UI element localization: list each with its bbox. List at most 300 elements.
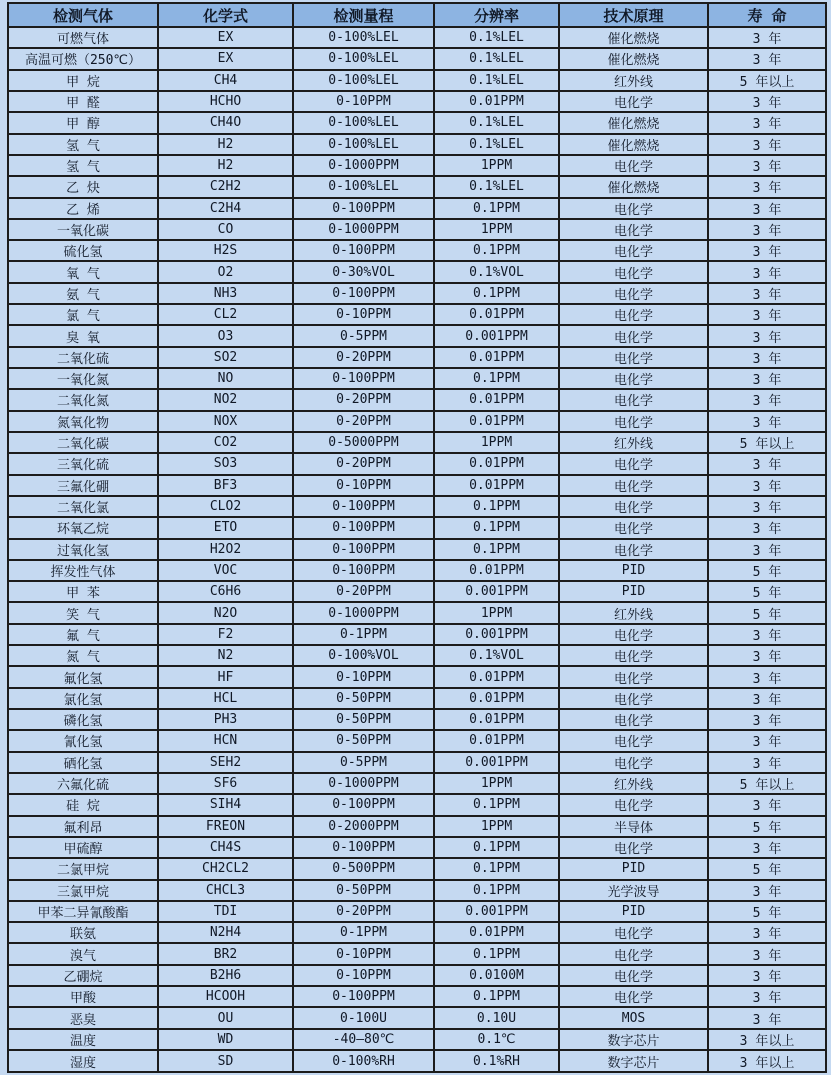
cell-principle: 电化学 [559,304,708,325]
cell-formula: OU [158,1007,293,1028]
cell-resolution: 0.01PPM [434,347,559,368]
cell-formula: CL2 [158,304,293,325]
cell-formula: ETO [158,517,293,538]
cell-formula: HCL [158,688,293,709]
cell-principle: 电化学 [559,688,708,709]
cell-principle: 电化学 [559,752,708,773]
cell-gas-name: 二氧化氮 [8,389,158,410]
cell-principle: 电化学 [559,922,708,943]
cell-range: 0-20PPM [293,411,434,432]
cell-range: 0-30%VOL [293,261,434,282]
cell-lifespan: 3 年 [708,688,826,709]
cell-gas-name: 甲 醛 [8,91,158,112]
cell-range: 0-20PPM [293,389,434,410]
cell-principle: 红外线 [559,432,708,453]
cell-principle: 电化学 [559,198,708,219]
table-row [8,389,826,410]
cell-range: 0-1PPM [293,922,434,943]
cell-gas-name: 湿度 [8,1050,158,1072]
cell-formula: C2H4 [158,198,293,219]
cell-lifespan: 3 年 [708,261,826,282]
cell-range: 0-100%LEL [293,70,434,91]
cell-lifespan: 3 年 [708,539,826,560]
table-row [8,48,826,69]
cell-formula: WD [158,1029,293,1050]
cell-gas-name: 笑 气 [8,602,158,623]
cell-resolution: 0.1%LEL [434,176,559,197]
cell-gas-name: 二氧化氯 [8,496,158,517]
cell-lifespan: 3 年 [708,176,826,197]
cell-resolution: 0.01PPM [434,411,559,432]
table-row [8,773,826,794]
cell-principle: 电化学 [559,986,708,1007]
cell-range: 0-50PPM [293,709,434,730]
cell-gas-name: 氨 气 [8,283,158,304]
cell-gas-name: 氮 气 [8,645,158,666]
cell-formula: F2 [158,624,293,645]
cell-range: 0-100PPM [293,986,434,1007]
cell-principle: 电化学 [559,666,708,687]
table-row [8,1029,826,1050]
table-row [8,517,826,538]
cell-formula: C2H2 [158,176,293,197]
cell-formula: SO3 [158,453,293,474]
cell-formula: O3 [158,325,293,346]
cell-formula: HCOOH [158,986,293,1007]
cell-gas-name: 六氟化硫 [8,773,158,794]
cell-lifespan: 3 年 [708,347,826,368]
cell-range: 0-500PPM [293,858,434,879]
cell-lifespan: 3 年 [708,730,826,751]
cell-gas-name: 环氧乙烷 [8,517,158,538]
cell-principle: 红外线 [559,70,708,91]
cell-formula: HF [158,666,293,687]
cell-principle: 数字芯片 [559,1029,708,1050]
cell-gas-name: 氯化氢 [8,688,158,709]
cell-lifespan: 3 年 [708,198,826,219]
cell-gas-name: 磷化氢 [8,709,158,730]
cell-resolution: 0.10U [434,1007,559,1028]
cell-gas-name: 联氨 [8,922,158,943]
cell-gas-name: 二氧化硫 [8,347,158,368]
table-row [8,475,826,496]
column-header-gas: 检测气体 [8,3,158,27]
cell-range: 0-5000PPM [293,432,434,453]
cell-gas-name: 一氧化碳 [8,219,158,240]
table-row [8,581,826,602]
cell-formula: CO [158,219,293,240]
cell-principle: 催化燃烧 [559,134,708,155]
cell-lifespan: 3 年 [708,645,826,666]
cell-principle: 电化学 [559,347,708,368]
cell-range: 0-100%VOL [293,645,434,666]
cell-principle: 电化学 [559,794,708,815]
cell-principle: 电化学 [559,155,708,176]
cell-formula: SIH4 [158,794,293,815]
table-row [8,411,826,432]
cell-resolution: 0.01PPM [434,922,559,943]
table-row [8,155,826,176]
cell-formula: CH4O [158,112,293,133]
cell-formula: BR2 [158,943,293,964]
cell-lifespan: 3 年 [708,475,826,496]
cell-formula: TDI [158,901,293,922]
cell-formula: HCN [158,730,293,751]
table-row [8,1050,826,1072]
cell-formula: FREON [158,816,293,837]
cell-gas-name: 甲 苯 [8,581,158,602]
table-row [8,240,826,261]
cell-resolution: 0.1PPM [434,240,559,261]
cell-principle: 电化学 [559,240,708,261]
cell-resolution: 0.01PPM [434,688,559,709]
cell-range: 0-100U [293,1007,434,1028]
cell-lifespan: 3 年 [708,880,826,901]
table-row [8,27,826,48]
table-row [8,112,826,133]
cell-lifespan: 3 年 [708,283,826,304]
gas-sensor-spec-table [7,2,827,1073]
cell-lifespan: 3 年 [708,240,826,261]
cell-range: 0-50PPM [293,880,434,901]
cell-resolution: 0.1%LEL [434,27,559,48]
cell-lifespan: 5 年 [708,602,826,623]
cell-formula: B2H6 [158,965,293,986]
cell-range: 0-100%LEL [293,27,434,48]
cell-lifespan: 5 年以上 [708,773,826,794]
table-row [8,837,826,858]
cell-formula: HCHO [158,91,293,112]
cell-principle: 红外线 [559,602,708,623]
cell-range: 0-20PPM [293,347,434,368]
cell-formula: CH2CL2 [158,858,293,879]
cell-range: 0-20PPM [293,901,434,922]
cell-lifespan: 3 年 [708,922,826,943]
cell-formula: H2S [158,240,293,261]
table-body [8,27,826,1072]
table-row [8,219,826,240]
cell-principle: 电化学 [559,645,708,666]
cell-range: 0-2000PPM [293,816,434,837]
cell-lifespan: 3 年 [708,986,826,1007]
table-row [8,1007,826,1028]
table-row [8,752,826,773]
cell-range: 0-10PPM [293,91,434,112]
cell-principle: 电化学 [559,837,708,858]
cell-formula: N2O [158,602,293,623]
cell-formula: BF3 [158,475,293,496]
cell-resolution: 1PPM [434,602,559,623]
cell-gas-name: 氟 气 [8,624,158,645]
cell-range: 0-100PPM [293,517,434,538]
table-row [8,816,826,837]
cell-principle: 电化学 [559,453,708,474]
table-row [8,347,826,368]
table-row [8,922,826,943]
cell-formula: H2 [158,134,293,155]
cell-lifespan: 5 年以上 [708,432,826,453]
cell-resolution: 1PPM [434,773,559,794]
cell-resolution: 0.001PPM [434,752,559,773]
cell-range: 0-100PPM [293,539,434,560]
cell-principle: 电化学 [559,389,708,410]
table-row [8,539,826,560]
cell-principle: 电化学 [559,411,708,432]
cell-range: 0-100%LEL [293,112,434,133]
cell-principle: 红外线 [559,773,708,794]
cell-principle: 电化学 [559,496,708,517]
cell-gas-name: 乙硼烷 [8,965,158,986]
header-row [8,3,826,27]
cell-gas-name: 甲酸 [8,986,158,1007]
cell-gas-name: 甲 烷 [8,70,158,91]
cell-gas-name: 甲苯二异氰酸酯 [8,901,158,922]
column-header-resolution: 分辨率 [434,3,559,27]
column-header-principle: 技术原理 [559,3,708,27]
cell-lifespan: 3 年 [708,943,826,964]
cell-range: 0-1000PPM [293,219,434,240]
table-row [8,688,826,709]
table-header [8,3,826,27]
cell-gas-name: 氰化氢 [8,730,158,751]
cell-principle: 催化燃烧 [559,27,708,48]
cell-resolution: 0.1%RH [434,1050,559,1072]
cell-range: 0-50PPM [293,688,434,709]
cell-gas-name: 氟利昂 [8,816,158,837]
cell-lifespan: 5 年 [708,901,826,922]
table-row [8,325,826,346]
cell-resolution: 1PPM [434,219,559,240]
cell-formula: H2O2 [158,539,293,560]
table-row [8,368,826,389]
cell-range: 0-100%RH [293,1050,434,1072]
cell-gas-name: 氧 气 [8,261,158,282]
table-row [8,666,826,687]
cell-resolution: 1PPM [434,155,559,176]
table-row [8,624,826,645]
cell-lifespan: 3 年 [708,1007,826,1028]
cell-lifespan: 3 年 [708,837,826,858]
cell-gas-name: 二氯甲烷 [8,858,158,879]
cell-principle: 电化学 [559,965,708,986]
cell-lifespan: 3 年 [708,666,826,687]
cell-lifespan: 5 年 [708,816,826,837]
cell-lifespan: 3 年 [708,389,826,410]
cell-range: 0-5PPM [293,752,434,773]
cell-lifespan: 3 年 [708,112,826,133]
cell-resolution: 0.1PPM [434,858,559,879]
cell-gas-name: 二氧化碳 [8,432,158,453]
cell-range: 0-10PPM [293,666,434,687]
cell-range: 0-100PPM [293,283,434,304]
cell-formula: NH3 [158,283,293,304]
cell-gas-name: 乙 烯 [8,198,158,219]
table-row [8,198,826,219]
cell-gas-name: 甲硫醇 [8,837,158,858]
cell-gas-name: 恶臭 [8,1007,158,1028]
table-row [8,261,826,282]
cell-lifespan: 3 年 [708,411,826,432]
cell-gas-name: 硅 烷 [8,794,158,815]
table-row [8,496,826,517]
cell-formula: N2H4 [158,922,293,943]
cell-resolution: 0.01PPM [434,304,559,325]
cell-resolution: 0.1PPM [434,496,559,517]
cell-lifespan: 3 年 [708,709,826,730]
cell-formula: SEH2 [158,752,293,773]
cell-range: 0-100PPM [293,368,434,389]
cell-gas-name: 高温可燃（250℃） [8,48,158,69]
cell-resolution: 0.1PPM [434,986,559,1007]
cell-formula: NO2 [158,389,293,410]
cell-formula: H2 [158,155,293,176]
cell-lifespan: 3 年以上 [708,1050,826,1072]
cell-formula: VOC [158,560,293,581]
cell-principle: PID [559,560,708,581]
table-row [8,730,826,751]
cell-resolution: 0.1%LEL [434,112,559,133]
cell-lifespan: 5 年 [708,581,826,602]
cell-formula: CH4 [158,70,293,91]
cell-principle: 电化学 [559,368,708,389]
cell-principle: 电化学 [559,730,708,751]
cell-resolution: 1PPM [434,816,559,837]
cell-gas-name: 氢 气 [8,155,158,176]
cell-gas-name: 一氧化氮 [8,368,158,389]
cell-formula: CH4S [158,837,293,858]
cell-principle: 电化学 [559,475,708,496]
cell-lifespan: 3 年 [708,752,826,773]
table-row [8,965,826,986]
cell-range: 0-100%LEL [293,48,434,69]
cell-resolution: 0.1PPM [434,368,559,389]
cell-principle: 催化燃烧 [559,112,708,133]
table-row [8,858,826,879]
cell-resolution: 0.1℃ [434,1029,559,1050]
cell-resolution: 0.1%LEL [434,70,559,91]
cell-resolution: 0.1PPM [434,880,559,901]
cell-principle: PID [559,858,708,879]
cell-resolution: 0.1PPM [434,837,559,858]
cell-lifespan: 3 年 [708,453,826,474]
table-row [8,432,826,453]
table-row [8,794,826,815]
cell-resolution: 0.1%VOL [434,645,559,666]
cell-resolution: 0.001PPM [434,581,559,602]
cell-range: 0-100%LEL [293,176,434,197]
table-row [8,943,826,964]
cell-gas-name: 三氟化硼 [8,475,158,496]
cell-formula: CLO2 [158,496,293,517]
cell-lifespan: 3 年以上 [708,1029,826,1050]
cell-resolution: 0.1PPM [434,943,559,964]
cell-range: 0-20PPM [293,581,434,602]
cell-formula: SF6 [158,773,293,794]
cell-gas-name: 硒化氢 [8,752,158,773]
cell-lifespan: 3 年 [708,965,826,986]
cell-principle: 电化学 [559,219,708,240]
table-row [8,70,826,91]
cell-gas-name: 硫化氢 [8,240,158,261]
cell-formula: O2 [158,261,293,282]
cell-lifespan: 3 年 [708,624,826,645]
cell-formula: SO2 [158,347,293,368]
cell-lifespan: 3 年 [708,91,826,112]
cell-gas-name: 氮氧化物 [8,411,158,432]
cell-range: 0-100PPM [293,794,434,815]
cell-resolution: 0.001PPM [434,901,559,922]
cell-resolution: 0.001PPM [434,624,559,645]
cell-resolution: 0.01PPM [434,453,559,474]
cell-resolution: 0.01PPM [434,560,559,581]
cell-resolution: 0.1PPM [434,517,559,538]
cell-lifespan: 3 年 [708,155,826,176]
cell-gas-name: 溴气 [8,943,158,964]
table-row [8,283,826,304]
cell-lifespan: 3 年 [708,304,826,325]
cell-formula: PH3 [158,709,293,730]
column-header-lifespan: 寿 命 [708,3,826,27]
cell-lifespan: 3 年 [708,794,826,815]
cell-formula: CHCL3 [158,880,293,901]
cell-lifespan: 3 年 [708,27,826,48]
cell-range: 0-10PPM [293,943,434,964]
cell-principle: 电化学 [559,624,708,645]
cell-lifespan: 3 年 [708,134,826,155]
cell-resolution: 0.01PPM [434,709,559,730]
cell-gas-name: 氟化氢 [8,666,158,687]
column-header-range: 检测量程 [293,3,434,27]
cell-range: 0-10PPM [293,965,434,986]
cell-resolution: 0.01PPM [434,666,559,687]
cell-principle: 半导体 [559,816,708,837]
cell-lifespan: 3 年 [708,48,826,69]
cell-range: 0-1000PPM [293,155,434,176]
cell-range: 0-1PPM [293,624,434,645]
cell-resolution: 0.01PPM [434,389,559,410]
cell-formula: C6H6 [158,581,293,602]
cell-principle: 电化学 [559,283,708,304]
cell-range: -40—80℃ [293,1029,434,1050]
cell-resolution: 0.01PPM [434,730,559,751]
cell-principle: 电化学 [559,325,708,346]
cell-principle: 电化学 [559,261,708,282]
cell-formula: CO2 [158,432,293,453]
cell-resolution: 0.1PPM [434,794,559,815]
cell-principle: 电化学 [559,709,708,730]
cell-range: 0-10PPM [293,304,434,325]
cell-lifespan: 3 年 [708,325,826,346]
cell-range: 0-1000PPM [293,773,434,794]
cell-gas-name: 温度 [8,1029,158,1050]
cell-principle: 催化燃烧 [559,48,708,69]
cell-resolution: 0.1%LEL [434,134,559,155]
cell-resolution: 0.1%LEL [434,48,559,69]
cell-range: 0-1000PPM [293,602,434,623]
cell-range: 0-100PPM [293,837,434,858]
table-row [8,560,826,581]
cell-gas-name: 可燃气体 [8,27,158,48]
table-row [8,304,826,325]
table-row [8,901,826,922]
column-header-formula: 化学式 [158,3,293,27]
cell-lifespan: 5 年以上 [708,70,826,91]
cell-formula: NOX [158,411,293,432]
cell-gas-name: 三氧化硫 [8,453,158,474]
table-row [8,986,826,1007]
cell-resolution: 1PPM [434,432,559,453]
cell-gas-name: 挥发性气体 [8,560,158,581]
